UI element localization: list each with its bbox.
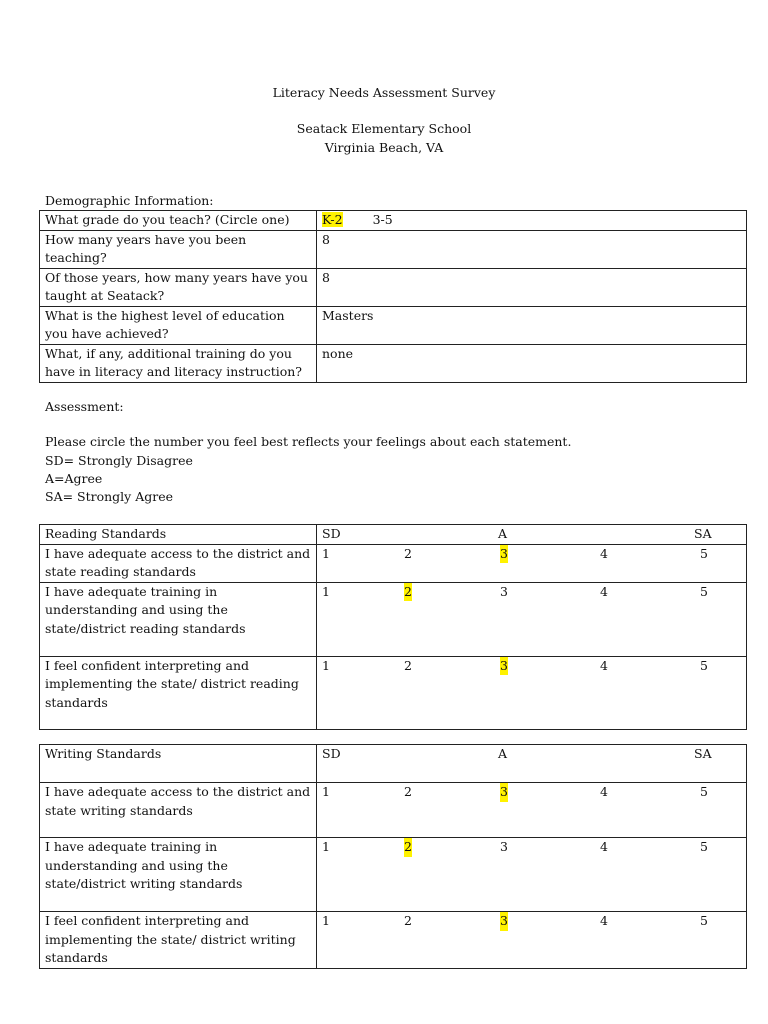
rating-option-4: 4	[600, 784, 608, 799]
scale-label-sa: SA	[694, 746, 712, 761]
rating-cell	[317, 912, 747, 969]
legend-a: A=Agree	[45, 471, 103, 486]
question-cell: Of those years, how many years have you taught at Seatack?	[40, 268, 317, 306]
scale-header	[317, 525, 747, 545]
assessment-instruction: Please circle the number you feel best reflects your feelings about each statement.	[45, 434, 572, 449]
rating-option-2: 2	[404, 913, 412, 928]
rating-option-1: 1	[322, 784, 330, 799]
question-cell: What grade do you teach? (Circle one)	[40, 211, 317, 231]
rating-cell	[317, 656, 747, 729]
question-cell: What is the highest level of education you have achieved?	[40, 306, 317, 344]
legend-sa: SA= Strongly Agree	[45, 489, 174, 504]
statement-cell: I have adequate access to the district and state writing standards	[40, 783, 317, 838]
rating-option-5: 5	[700, 545, 708, 561]
scale-label-sd: SD	[322, 746, 341, 761]
grade-option-k2-selected: K-2	[322, 212, 343, 227]
demographic-heading: Demographic Information:	[45, 193, 214, 208]
reading-standards-table	[39, 524, 747, 730]
rating-option-2-selected: 2	[404, 583, 412, 602]
statement-cell: I feel confident interpreting and implementing the state/ district writing standards	[40, 912, 317, 969]
rating-option-5: 5	[700, 583, 708, 599]
rating-cell	[317, 544, 747, 582]
rating-option-4: 4	[600, 913, 608, 928]
table-row	[40, 582, 747, 656]
document-title: Literacy Needs Assessment Survey	[272, 85, 496, 100]
rating-option-1: 1	[322, 913, 330, 928]
rating-cell	[317, 838, 747, 912]
writing-standards-table	[39, 744, 747, 969]
table-header: Writing Standards	[40, 745, 317, 783]
rating-option-4: 4	[600, 839, 608, 854]
answer-cell: Masters	[317, 306, 747, 344]
rating-option-3: 3	[500, 583, 508, 599]
school-name: Seatack Elementary School	[296, 121, 472, 136]
table-row	[40, 838, 747, 912]
scale-label-a: A	[498, 746, 508, 761]
table-row	[40, 230, 747, 268]
demographic-table	[39, 210, 747, 383]
rating-option-1: 1	[322, 839, 330, 854]
rating-option-3-selected: 3	[500, 912, 508, 931]
rating-option-4: 4	[600, 657, 608, 673]
rating-option-3-selected: 3	[500, 783, 508, 802]
assessment-heading: Assessment:	[45, 399, 124, 414]
statement-cell: I have adequate training in understanding and using the state/district reading standards	[40, 582, 317, 656]
answer-cell: none	[317, 344, 747, 382]
grade-option-3-5: 3-5	[372, 212, 393, 227]
table-row	[40, 783, 747, 838]
scale-label-sd: SD	[322, 526, 341, 541]
rating-option-2: 2	[404, 545, 412, 561]
question-cell: How many years have you been teaching?	[40, 230, 317, 268]
rating-option-4: 4	[600, 583, 608, 599]
table-row	[40, 544, 747, 582]
rating-option-5: 5	[700, 913, 708, 928]
rating-option-3-selected: 3	[500, 545, 508, 564]
rating-option-4: 4	[600, 545, 608, 561]
rating-option-2: 2	[404, 784, 412, 799]
answer-cell	[317, 211, 747, 231]
table-row	[40, 912, 747, 969]
question-cell: What, if any, additional training do you have in literacy and literacy instruction?	[40, 344, 317, 382]
scale-label-a: A	[498, 526, 508, 541]
table-header-row	[40, 745, 747, 783]
legend-sd: SD= Strongly Disagree	[45, 453, 193, 468]
answer-cell: 8	[317, 230, 747, 268]
answer-cell: 8	[317, 268, 747, 306]
table-row	[40, 211, 747, 231]
rating-option-1: 1	[322, 657, 330, 673]
table-row	[40, 306, 747, 344]
table-header-row	[40, 525, 747, 545]
rating-option-5: 5	[700, 657, 708, 673]
rating-option-5: 5	[700, 784, 708, 799]
rating-cell	[317, 582, 747, 656]
rating-option-2: 2	[404, 657, 412, 673]
rating-option-2-selected: 2	[404, 838, 412, 857]
statement-cell: I have adequate access to the district and state reading standards	[40, 544, 317, 582]
rating-option-3: 3	[500, 839, 508, 854]
rating-cell	[317, 783, 747, 838]
scale-header	[317, 745, 747, 783]
rating-option-5: 5	[700, 839, 708, 854]
statement-cell: I have adequate training in understanding and using the state/district writing standards	[40, 838, 317, 912]
table-row	[40, 344, 747, 382]
school-location: Virginia Beach, VA	[324, 140, 444, 155]
table-row	[40, 656, 747, 729]
table-row	[40, 268, 747, 306]
scale-label-sa: SA	[694, 526, 712, 541]
statement-cell: I feel confident interpreting and implementing the state/ district reading standards	[40, 656, 317, 729]
table-header: Reading Standards	[40, 525, 317, 545]
rating-option-1: 1	[322, 583, 330, 599]
rating-option-1: 1	[322, 545, 330, 561]
rating-option-3-selected: 3	[500, 657, 508, 676]
